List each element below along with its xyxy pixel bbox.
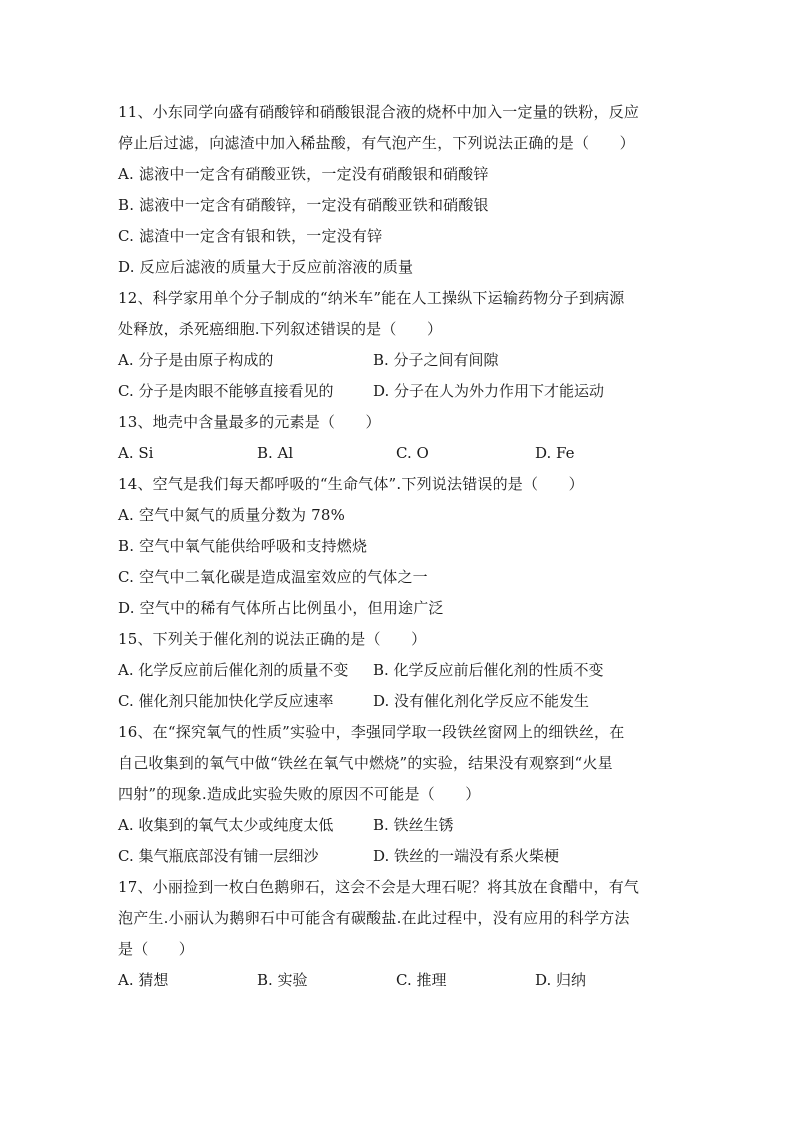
options-row [118,345,678,376]
question-stem-line: 是（ ） [118,940,195,958]
question-stem-line: 11、小东同学向盛有硝酸锌和硝酸银混合液的烧杯中加入一定量的铁粉，反应 [118,103,640,121]
option-d: D. 没有催化剂化学反应不能发生 [373,692,590,710]
question-16 [118,717,678,872]
option-b: B. 滤液中一定含有硝酸锌，一定没有硝酸亚铁和硝酸银 [118,196,489,214]
option-b: B. 实验 [257,971,308,989]
option-d: D. Fe [535,444,575,462]
option-b: B. 铁丝生锈 [373,816,454,834]
option-d: D. 反应后滤液的质量大于反应前溶液的质量 [118,258,414,276]
question-stem-line: 处释放，杀死癌细胞.下列叙述错误的是（ ） [118,320,443,338]
question-stem-line: 14、空气是我们每天都呼吸的“生命气体”.下列说法错误的是（ ） [118,475,584,493]
question-stem-line: 泡产生.小丽认为鹅卵石中可能含有碳酸盐.在此过程中，没有应用的科学方法 [118,909,630,927]
option-a: A. 滤液中一定含有硝酸亚铁，一定没有硝酸银和硝酸锌 [118,165,489,183]
option-d: D. 空气中的稀有气体所占比例虽小，但用途广泛 [118,599,444,617]
option-a: A. Si [118,444,154,462]
option-a: A. 分子是由原子构成的 [118,351,274,369]
option-b: B. 空气中氧气能供给呼吸和支持燃烧 [118,537,368,555]
option-c: C. 催化剂只能加快化学反应速率 [118,692,334,710]
option-d: D. 铁丝的一端没有系火柴梗 [373,847,560,865]
option-a: A. 收集到的氧气太少或纯度太低 [118,816,334,834]
question-14 [118,469,678,624]
question-stem-line: 17、小丽捡到一枚白色鹅卵石，这会不会是大理石呢？将其放在食醋中，有气 [118,878,640,896]
option-c: C. 分子是肉眼不能够直接看见的 [118,382,334,400]
question-stem-line: 16、在“探究氧气的性质”实验中，李强同学取一段铁丝窗网上的细铁丝，在 [118,723,625,741]
option-b: B. 分子之间有间隙 [373,351,499,369]
question-stem-line: 四射”的现象.造成此实验失败的原因不可能是（ ） [118,785,481,803]
question-stem-line: 15、下列关于催化剂的说法正确的是（ ） [118,630,427,648]
option-c: C. 集气瓶底部没有铺一层细沙 [118,847,319,865]
options-row [118,841,678,872]
option-b: B. 化学反应前后催化剂的性质不变 [373,661,604,679]
options-row [118,376,678,407]
question-12 [118,283,678,407]
option-d: D. 归纳 [535,971,587,989]
option-a: A. 化学反应前后催化剂的质量不变 [118,661,349,679]
options-row [118,438,678,469]
question-stem-line: 停止后过滤，向滤渣中加入稀盐酸，有气泡产生，下列说法正确的是（ ） [118,134,635,152]
question-13 [118,407,678,469]
options-row [118,965,678,996]
option-b: B. Al [257,444,294,462]
option-c: C. 滤渣中一定含有银和铁，一定没有锌 [118,227,383,245]
option-c: C. 空气中二氧化碳是造成温室效应的气体之一 [118,568,428,586]
question-11 [118,97,678,283]
option-a: A. 空气中氮气的质量分数为 78% [118,506,346,524]
option-c: C. O [396,444,429,462]
question-15 [118,624,678,717]
options-row [118,655,678,686]
option-c: C. 推理 [396,971,447,989]
question-stem-line: 12、科学家用单个分子制成的“纳米车”能在人工操纵下运输药物分子到病源 [118,289,625,307]
exam-page [118,97,678,996]
question-stem-line: 自己收集到的氧气中做“铁丝在氧气中燃烧”的实验，结果没有观察到“火星 [118,754,613,772]
option-d: D. 分子在人为外力作用下才能运动 [373,382,605,400]
options-row [118,686,678,717]
question-stem-line: 13、地壳中含量最多的元素是（ ） [118,413,381,431]
question-17 [118,872,678,996]
option-a: A. 猜想 [118,971,169,989]
options-row [118,810,678,841]
